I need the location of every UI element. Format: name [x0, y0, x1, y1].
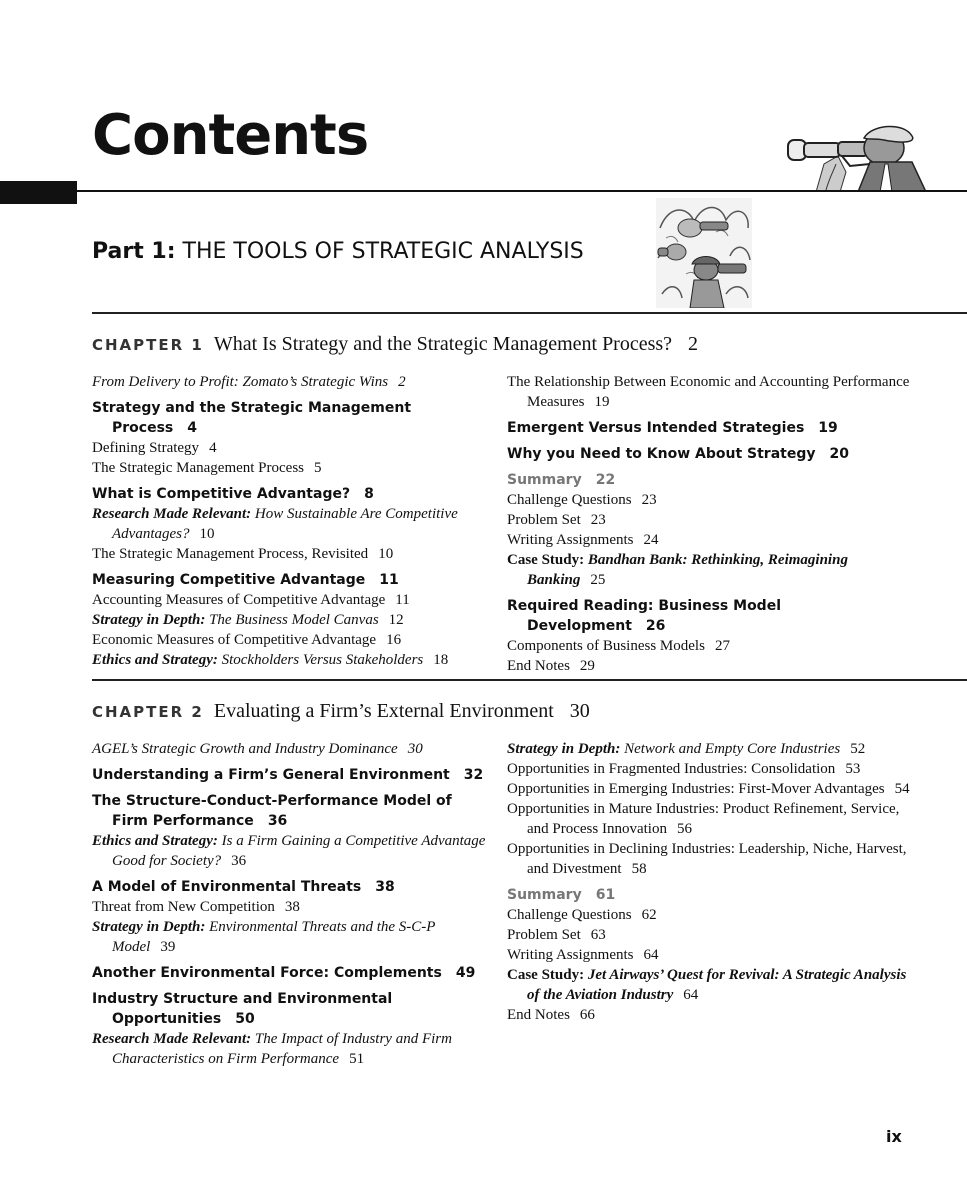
toc-entry-page: 5 [314, 460, 322, 476]
toc-entry [507, 799, 917, 839]
toc-entry-lead: Ethics and Strategy: [92, 833, 218, 849]
toc-entry-page: 23 [641, 492, 657, 508]
toc-entry-page: 25 [590, 572, 606, 588]
chapter-title: What Is Strategy and the Strategic Management Process? [213, 333, 673, 355]
toc-entry-title: Challenge Questions [507, 492, 632, 508]
toc-entry-page: 54 [894, 781, 910, 797]
toc-entry-title: Another Environmental Force: Complements [92, 965, 442, 981]
toc-entry [507, 510, 917, 530]
toc-entry-page: 36 [267, 813, 288, 829]
toc-entry-title: What is Competitive Advantage? [92, 486, 351, 502]
chapter-1-right-column [507, 372, 917, 676]
toc-entry-title: Defining Strategy [92, 440, 200, 456]
toc-entry [92, 963, 492, 983]
toc-entry [507, 596, 917, 636]
toc-entry [92, 831, 492, 871]
toc-entry-title: Accounting Measures of Competitive Advantage [92, 592, 386, 608]
chapter-title: Evaluating a Firm’s External Environment [213, 700, 554, 722]
toc-entry-lead: Research Made Relevant: [92, 506, 252, 522]
toc-entry-title: The Business Model Canvas [205, 612, 379, 628]
toc-entry-page: 49 [455, 965, 476, 981]
toc-entry-page: 58 [631, 861, 647, 877]
toc-entry [92, 484, 492, 504]
page-number: ix [886, 1127, 902, 1146]
toc-entry-page: 66 [579, 1007, 595, 1023]
toc-entry-title: Environmental Threats and the S-C-P Model [112, 919, 436, 955]
toc-entry-title: From Delivery to Profit: Zomato’s Strategic Wins [92, 374, 389, 390]
toc-entry-lead: Strategy in Depth: [92, 612, 206, 628]
toc-entry-title: Opportunities in Mature Industries: Product Refinement, Service, and Process Innovation [507, 801, 900, 837]
toc-entry [507, 418, 917, 438]
toc-entry [507, 1005, 917, 1025]
toc-entry [507, 530, 917, 550]
chapter-1-left-column [92, 372, 492, 670]
toc-entry [92, 650, 492, 670]
toc-entry-page: 12 [388, 612, 404, 628]
toc-entry-page: 29 [579, 658, 595, 674]
toc-entry [92, 372, 492, 392]
page-title: Contents [92, 103, 369, 168]
toc-entry-page: 64 [643, 947, 659, 963]
toc-entry [92, 917, 492, 957]
toc-entry [507, 636, 917, 656]
toc-entry-page: 4 [187, 420, 197, 436]
toc-entry-title: Threat from New Competition [92, 899, 275, 915]
toc-entry-page: 2 [398, 374, 406, 390]
toc-entry-page: 63 [590, 927, 606, 943]
toc-entry-title: Problem Set [507, 927, 581, 943]
toc-entry-title: Writing Assignments [507, 947, 634, 963]
part-name: THE TOOLS OF STRATEGIC ANALYSIS [182, 239, 584, 264]
toc-entry-title: Opportunities in Emerging Industries: First-Mover Advantages [507, 781, 885, 797]
toc-entry-title: End Notes [507, 658, 570, 674]
toc-entry-title: Why you Need to Know About Strategy [507, 446, 816, 462]
toc-entry [507, 885, 917, 905]
toc-entry [92, 877, 492, 897]
section-divider [92, 679, 967, 681]
chapter-2-left-column [92, 739, 492, 1069]
toc-entry [507, 490, 917, 510]
chapter-page: 2 [688, 333, 699, 355]
toc-entry-title: Measuring Competitive Advantage [92, 572, 366, 588]
toc-entry-page: 39 [160, 939, 176, 955]
toc-entry-page: 19 [818, 420, 838, 436]
toc-entry-title: Jet Airways’ Quest for Revival: A Strategic Analysis of the Aviation Industry [527, 967, 907, 1003]
toc-entry-title: The Impact of Industry and Firm Characteristics on Firm Performance [112, 1031, 452, 1067]
toc-entry-lead: Case Study: [507, 967, 585, 983]
chapter-1-heading [92, 332, 698, 356]
toc-entry [507, 779, 917, 799]
toc-entry-lead: Ethics and Strategy: [92, 652, 218, 668]
toc-entry-page: 19 [594, 394, 610, 410]
toc-entry [507, 925, 917, 945]
toc-entry [507, 470, 917, 490]
toc-entry [507, 739, 917, 759]
toc-entry-title: Emergent Versus Intended Strategies [507, 420, 805, 436]
chapter-tab-marker [0, 181, 77, 204]
toc-entry [92, 570, 492, 590]
part-label: Part 1: [92, 239, 176, 264]
toc-entry-title: Is a Firm Gaining a Competitive Advantage Good for Society? [112, 833, 486, 869]
toc-entry-page: 23 [590, 512, 606, 528]
toc-entry [92, 897, 492, 917]
chapter-2-heading [92, 699, 590, 723]
toc-entry-page: 38 [375, 879, 395, 895]
toc-entry [92, 630, 492, 650]
toc-entry [92, 989, 492, 1029]
chapter-page: 30 [569, 700, 590, 722]
toc-entry-title: Strategy and the Strategic Management Process [92, 400, 412, 436]
toc-entry-page: 62 [641, 907, 657, 923]
toc-entry-title: Components of Business Models [507, 638, 705, 654]
toc-entry-title: End Notes [507, 1007, 570, 1023]
toc-entry-lead: Research Made Relevant: [92, 1031, 252, 1047]
toc-entry-page: 18 [433, 652, 449, 668]
toc-entry-page: 10 [378, 546, 394, 562]
toc-entry [92, 765, 492, 785]
toc-entry-page: 50 [235, 1011, 255, 1027]
toc-entry-title: Problem Set [507, 512, 581, 528]
toc-entry-title: Required Reading: Business Model Development [507, 598, 781, 634]
explorers-jungle-icon [656, 198, 752, 308]
toc-entry-page: 26 [645, 618, 666, 634]
toc-entry [507, 550, 917, 590]
toc-entry-title: A Model of Environmental Threats [92, 879, 362, 895]
toc-entry-title: Stockholders Versus Stakeholders [217, 652, 424, 668]
toc-entry [507, 945, 917, 965]
toc-entry-title: The Relationship Between Economic and Accounting Performance Measures [507, 374, 910, 410]
toc-entry-page: 56 [676, 821, 692, 837]
toc-entry [92, 398, 492, 438]
toc-entry-page: 32 [463, 767, 484, 783]
toc-entry [507, 656, 917, 676]
toc-entry-page: 24 [643, 532, 659, 548]
toc-entry-page: 20 [829, 446, 849, 462]
toc-entry-title: The Strategic Management Process [92, 460, 305, 476]
toc-entry-page: 22 [595, 472, 616, 488]
toc-entry [92, 1029, 492, 1069]
toc-entry-page: 11 [379, 572, 399, 588]
toc-entry-page: 10 [199, 526, 215, 542]
toc-entry-page: 11 [395, 592, 410, 608]
toc-entry [507, 759, 917, 779]
toc-entry-title: Understanding a Firm’s General Environment [92, 767, 450, 783]
binoculars-man-icon [786, 120, 936, 192]
toc-entry-title: How Sustainable Are Competitive Advantages? [112, 506, 458, 542]
part-title [92, 240, 584, 264]
toc-entry-title: Industry Structure and Environmental Opportunities [92, 991, 393, 1027]
toc-entry-page: 8 [364, 486, 374, 502]
toc-entry-title: The Strategic Management Process, Revisited [92, 546, 369, 562]
toc-entry [92, 739, 492, 759]
toc-entry-lead: Strategy in Depth: [507, 741, 621, 757]
toc-entry-page: 4 [209, 440, 217, 456]
toc-entry-lead: Strategy in Depth: [92, 919, 206, 935]
toc-entry-page: 30 [407, 741, 423, 757]
toc-entry-title: Summary [507, 472, 582, 488]
toc-entry-page: 53 [845, 761, 861, 777]
toc-entry [92, 610, 492, 630]
toc-entry-page: 51 [349, 1051, 365, 1067]
toc-entry-page: 52 [850, 741, 866, 757]
toc-entry-title: Writing Assignments [507, 532, 634, 548]
chapter-label: CHAPTER 1 [92, 336, 204, 354]
toc-entry-title: Opportunities in Declining Industries: Leadership, Niche, Harvest, and Divestment [507, 841, 907, 877]
toc-entry-title: Summary [507, 887, 582, 903]
heading-rule [77, 190, 967, 192]
section-divider [92, 312, 967, 314]
toc-entry-title: Challenge Questions [507, 907, 632, 923]
toc-entry-title: AGEL’s Strategic Growth and Industry Dominance [92, 741, 398, 757]
toc-entry [92, 504, 492, 544]
toc-entry-title: Opportunities in Fragmented Industries: Consolidation [507, 761, 836, 777]
toc-entry [507, 372, 917, 412]
chapter-2-right-column [507, 739, 917, 1025]
toc-entry-page: 38 [284, 899, 300, 915]
toc-entry [92, 458, 492, 478]
chapter-label: CHAPTER 2 [92, 703, 204, 721]
toc-entry-page: 64 [683, 987, 699, 1003]
toc-entry-title: Economic Measures of Competitive Advantage [92, 632, 377, 648]
toc-entry-page: 16 [386, 632, 402, 648]
toc-entry [92, 791, 492, 831]
toc-entry [507, 444, 917, 464]
toc-entry [92, 544, 492, 564]
toc-entry [507, 839, 917, 879]
toc-entry [92, 590, 492, 610]
toc-entry-page: 36 [231, 853, 247, 869]
toc-entry-title: The Structure-Conduct-Performance Model of Firm Performance [92, 793, 452, 829]
toc-entry [507, 965, 917, 1005]
toc-entry [507, 905, 917, 925]
toc-entry-page: 61 [595, 887, 616, 903]
toc-entry-lead: Case Study: [507, 552, 585, 568]
toc-entry-title: Bandhan Bank: Rethinking, Reimagining Banking [527, 552, 848, 588]
toc-entry-page: 27 [714, 638, 730, 654]
toc-entry-title: Network and Empty Core Industries [620, 741, 841, 757]
toc-entry [92, 438, 492, 458]
